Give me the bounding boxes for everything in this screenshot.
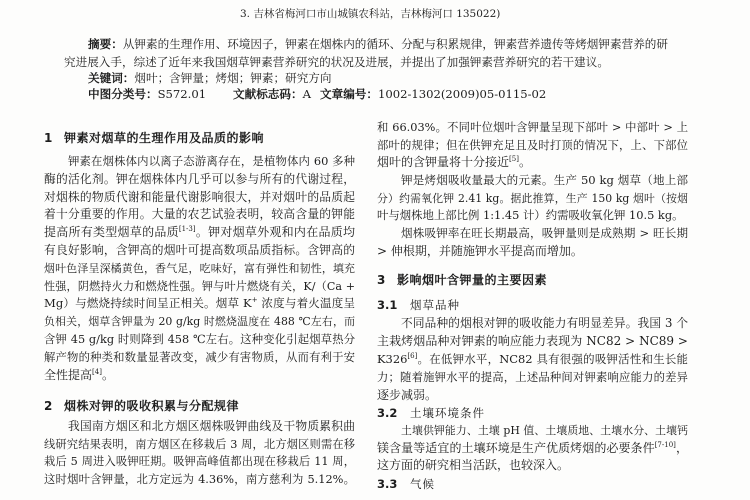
text-line: 不同品种的烟根对钾的吸收能力有明显差异。我国 3 个 [401, 316, 688, 330]
clc-number [88, 86, 206, 103]
section-number: 3 [377, 273, 386, 287]
text-segment: ， [675, 440, 688, 455]
text-line: 酶的活化剂。钾在烟株体内几乎可以参与所有的代谢过程， [44, 171, 355, 186]
text-line: 有良好影响，含钾高的烟叶可提高数项品质指标。含钾高的 [44, 242, 355, 257]
keywords-label: 关键词： [88, 71, 135, 85]
text-line: 和 66.03%。不同叶位烟叶含钾量呈现下部叶 > 中部叶 > 上 [377, 121, 688, 134]
subsection-3-2-heading [377, 404, 688, 422]
text-line: 烟株吸钾率在旺长期最高，吸钾量则是成熟期 > 旺长期 [401, 226, 688, 241]
document-code-label: 文献标志码： [233, 87, 303, 101]
text-line: 力；随着施钾水平的提高，上述品种间对钾素响应能力的差异 [377, 370, 688, 384]
abstract-text: 究进展入手，综述了近年来我国烟草钾素营养研究的状况及进展，并提出了加强钾素营养研究的若干建议。 [64, 55, 609, 69]
text-line: 含钾 45 g/kg 时则降到 458 ℃左右。这种变化引起烟草热分 [44, 332, 355, 346]
text-segment: 。在低钾水平，NC82 具有很强的吸钾活性和生长能 [417, 352, 688, 366]
section-1-paragraph [44, 153, 355, 384]
subsection-title: 土壤环境条件 [410, 406, 485, 420]
text-line: > 伸根期，并随施钾水平提高而增加。 [377, 243, 583, 258]
citation: [5] [509, 155, 519, 164]
document-code-value: A [302, 87, 311, 101]
subsection-number: 3.2 [377, 406, 398, 420]
text-line: 主栽烤烟品种对钾素的响应能力表现为 NC82 > NC89 > [377, 334, 688, 348]
subsection-title: 气候 [410, 477, 435, 491]
clc-value: S572.01 [157, 87, 207, 101]
text-segment: 。 [101, 367, 114, 382]
section-2-heading [44, 397, 355, 415]
subsection-3-1-heading [377, 296, 688, 314]
citation: [1-3] [178, 225, 196, 234]
classification-line [88, 86, 688, 103]
text-line: 钾素在烟株体内以离子态游离存在，是植物体内 60 多种 [68, 154, 355, 168]
subsection-3-2-paragraph [377, 422, 688, 475]
text-line: 着十分重要的作用。大量的农艺试验表明，较高含量的钾能 [44, 207, 355, 222]
article-number-value: 1002-1302(2009)05-0115-02 [377, 87, 547, 101]
section-number: 1 [44, 131, 53, 145]
text-line [44, 367, 355, 385]
text-line: 我国南方烟区和北方烟区烟株吸钾曲线及干物质累积曲 [68, 419, 355, 433]
text-line: 线研究结果表明，南方烟区在移栽后 3 周，北方烟区则需在移 [44, 437, 355, 451]
subsection-3-1-paragraph [377, 314, 688, 404]
section-title: 钾素对烟草的生理作用及品质的影响 [64, 131, 265, 145]
text-segment: 浓度与着火温度呈 [257, 296, 355, 311]
text-line: 解产物的种类和数量显著改变，减少有害物质，从而有利于安 [44, 349, 355, 364]
text-line: 这时烟叶含钾量，北方定远为 4.36%，南方慈利为 5.12%。 [44, 471, 355, 486]
document-code [233, 86, 311, 103]
keywords-value: 烟叶；含钾量；烤烟；钾素；研究方向 [134, 71, 332, 85]
section-1-heading [44, 129, 355, 147]
section-number: 2 [44, 399, 53, 413]
section-title: 影响烟叶含钾量的主要因素 [397, 273, 548, 287]
text-line [44, 224, 355, 242]
text-line [44, 295, 355, 313]
keywords [88, 70, 332, 87]
abstract-label: 摘要： [88, 37, 123, 51]
abstract-line [64, 35, 668, 53]
subsection-title: 烟草品种 [410, 298, 460, 312]
text-line: 土壤供钾能力、土壤 pH 值、土壤质地、土壤水分、土壤钙 [401, 424, 688, 437]
section-3-heading [377, 271, 688, 289]
article-number [320, 86, 546, 103]
text-segment: 烟叶的含钾量将十分接近 [377, 155, 510, 170]
subsection-number: 3.3 [377, 477, 398, 491]
text-line: 烟叶色泽呈深橘黄色，香气足，吃味好，富有弹性和韧性，填充 [44, 261, 355, 275]
text-line: 分）约需氧化钾 2.41 kg。据此推算，生产 150 kg 烟叶（按烟 [377, 191, 688, 205]
text-line: 栽后 5 周进入吸钾旺期。吸钾高峰值都出现在移栽后 11 周， [44, 455, 355, 469]
subsection-3-3-heading [377, 475, 688, 493]
section-2-paragraph [44, 418, 355, 488]
subsection-number: 3.1 [377, 298, 398, 312]
text-line: 逐步减弱。 [377, 388, 438, 402]
article-number-label: 文章编号： [320, 87, 378, 101]
text-segment: 提高所有类型烟草的品质 [44, 225, 179, 240]
text-line [377, 350, 688, 368]
text-line [377, 440, 688, 458]
citation: [6] [407, 352, 418, 361]
clc-label: 中图分类号： [88, 87, 158, 101]
text-line: 这方面的研究相当活跃，也较深入。 [377, 458, 570, 473]
section-title: 烟株对钾的吸收积累与分配规律 [64, 399, 240, 413]
ion-charge: + [251, 296, 258, 305]
abstract-line [64, 53, 668, 71]
text-line: 钾是烤烟吸收量最大的元素。生产 50 kg 烟草（地上部 [401, 173, 688, 188]
citation: [4] [92, 367, 102, 376]
text-segment: K326 [377, 352, 408, 366]
abstract-text: 从钾素的生理作用、环境因子，钾素在烟株内的循环、分配与积累规律，钾素营养遗传等烤烟钾素营养的研 [122, 37, 668, 51]
author-affiliation: 3. 吉林省梅河口市山城镇农科站，吉林梅河口 135022) [240, 8, 501, 20]
text-line: 对烟株的物质代谢和能量代谢影响很大，并对烟叶的品质起 [44, 189, 355, 204]
text-segment: 全性提高 [44, 367, 93, 382]
text-segment: 镁含量等适宜的土壤环境是生产优质烤烟的必要条件 [377, 440, 655, 455]
section-2-continued [377, 119, 688, 261]
text-line: 性强，阴燃持火力和燃烧性强。钾与叶片燃烧有关，K/（Ca + [44, 279, 355, 293]
citation: [7-10] [654, 440, 676, 449]
text-line: 叶与烟株地上部比例 1:1.45 计）约需吸收氧化钾 10.5 kg。 [377, 208, 684, 223]
text-line: 部叶的规律；但在供钾充足且及时打顶的情况下，上、下部位 [377, 137, 688, 152]
text-segment: 。钾对烟草外观和内在品质均 [195, 225, 355, 240]
text-line [377, 154, 688, 172]
text-segment: Mg）与燃烧持续时间呈正相关。烟草 K [44, 296, 252, 311]
text-line: 负相关，烟草含钾量为 20 g/kg 时燃烧温度在 488 ℃左右，而 [44, 315, 355, 329]
abstract [64, 35, 668, 71]
text-segment: 。 [518, 155, 531, 170]
